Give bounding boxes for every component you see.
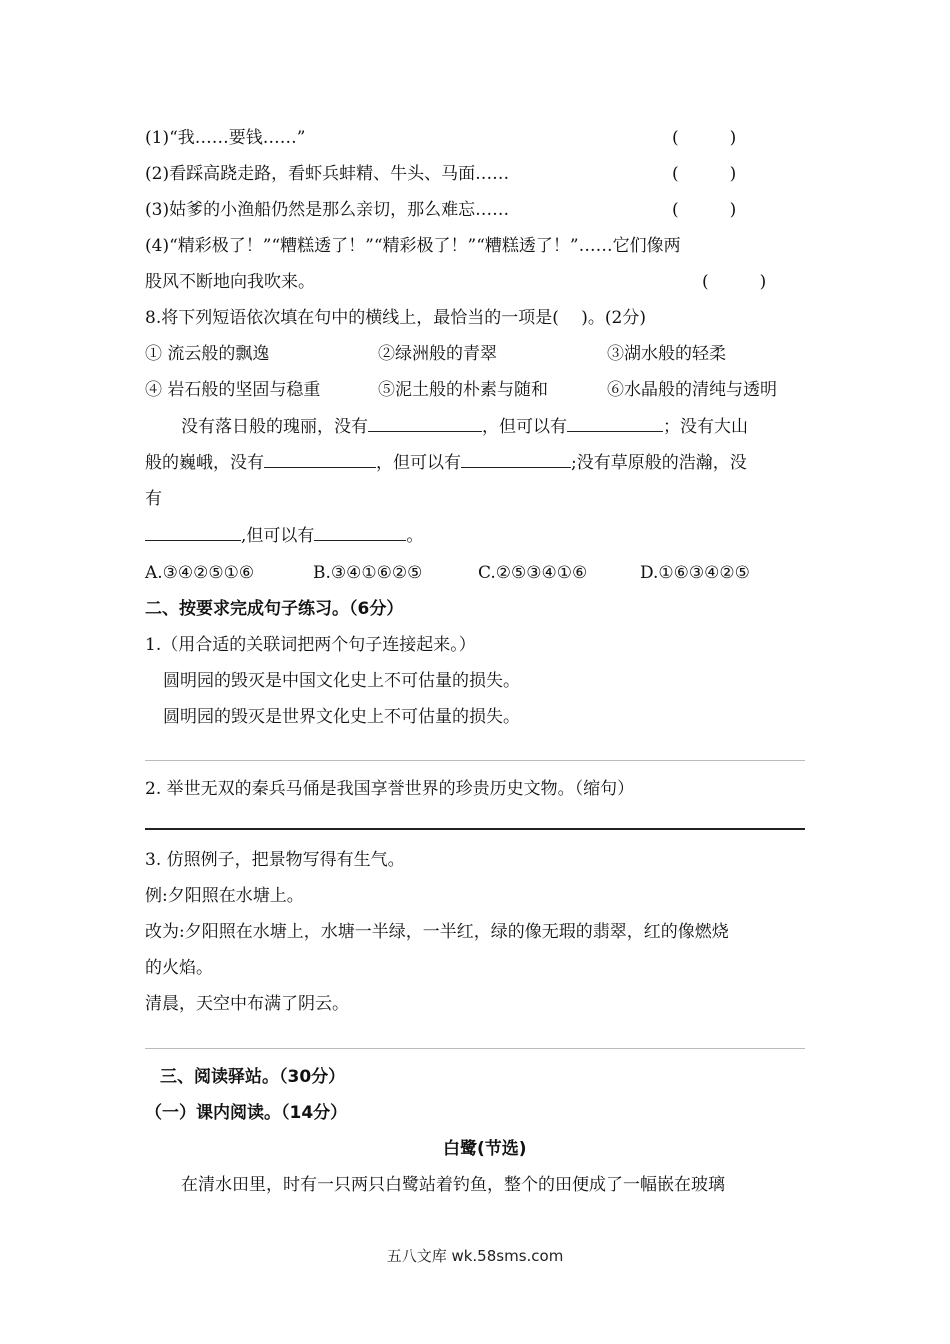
- q7-answer-paren-4[interactable]: ( ): [702, 272, 767, 292]
- q8-sentence-line-1: [181, 415, 748, 439]
- q7-answer-paren-3[interactable]: ( ): [672, 200, 737, 220]
- q8-s1-part-c: ；没有大山: [663, 417, 748, 437]
- q8-option-b[interactable]: B.③④①⑥②⑤: [313, 563, 423, 583]
- s2-q3-task: 清晨，天空中布满了阴云。: [145, 994, 349, 1014]
- section3-subtitle: （一）课内阅读。（14分）: [145, 1103, 348, 1123]
- q8-stem: 8.将下列短语依次填在句中的横线上，最恰当的一项是( )。(2分): [145, 308, 646, 328]
- q7-item-3: (3)姑爹的小渔船仍然是那么亲切，那么难忘……: [145, 200, 510, 220]
- section2-title: 二、按要求完成句子练习。（6分）: [145, 599, 404, 619]
- q8-phrase-4: ④ 岩石般的坚固与稳重: [145, 380, 321, 400]
- s2-q2: 2. 举世无双的秦兵马俑是我国享誉世界的珍贵历史文物。（缩句）: [145, 779, 635, 799]
- q8-option-d[interactable]: D.①⑥③④②⑤: [640, 563, 750, 583]
- q8-s2-part-b: ，但可以有: [376, 453, 461, 473]
- q8-phrase-1: ① 流云般的飘逸: [145, 344, 270, 364]
- passage-text: 在清水田里，时有一只两只白鹭站着钓鱼，整个的田便成了一幅嵌在玻璃: [181, 1175, 725, 1195]
- q8-blank-5[interactable]: [145, 524, 241, 541]
- q7-answer-paren-1[interactable]: ( ): [672, 128, 737, 148]
- q7-item-4-cont: 股风不断地向我吹来。: [145, 272, 315, 292]
- passage-title: 白鹭(节选): [443, 1139, 527, 1159]
- s2-q3: 3. 仿照例子，把景物写得有生气。: [145, 850, 405, 870]
- q8-s1-part-a: 没有落日般的瑰丽，没有: [181, 417, 368, 437]
- q8-blank-3[interactable]: [264, 451, 376, 468]
- s2-q1: 1.（用合适的关联词把两个句子连接起来。）: [145, 635, 476, 655]
- s2-q3-changed-1: 改为:夕阳照在水塘上，水塘一半绿，一半红，绿的像无瑕的翡翠，红的像燃烧: [145, 922, 729, 942]
- s2-q3-example: 例:夕阳照在水塘上。: [145, 886, 304, 906]
- q8-s1-part-b: ，但可以有: [482, 417, 567, 437]
- q7-item-4: (4)“精彩极了！”“糟糕透了！”“精彩极了！”“糟糕透了！”……它们像两: [145, 236, 681, 256]
- q8-phrase-3: ③湖水般的轻柔: [607, 344, 726, 364]
- answer-line-1[interactable]: [145, 760, 805, 761]
- s2-q1-sentence-1: 圆明园的毁灭是中国文化史上不可估量的损失。: [163, 671, 520, 691]
- q8-s4-part-b: 。: [406, 526, 424, 546]
- q8-option-c[interactable]: C.②⑤③④①⑥: [478, 563, 588, 583]
- q8-option-a[interactable]: A.③④②⑤①⑥: [145, 563, 255, 583]
- q8-phrase-6: ⑥水晶般的清纯与透明: [607, 380, 777, 400]
- q8-phrase-5: ⑤泥土般的朴素与随和: [378, 380, 548, 400]
- q8-sentence-line-4: [145, 524, 423, 548]
- q7-answer-paren-2[interactable]: ( ): [672, 164, 737, 184]
- s2-q1-sentence-2: 圆明园的毁灭是世界文化史上不可估量的损失。: [163, 707, 520, 727]
- q8-blank-2[interactable]: [567, 415, 663, 432]
- s2-q3-changed-2: 的火焰。: [145, 958, 213, 978]
- q8-s2-part-a: 般的巍峨，没有: [145, 453, 264, 473]
- q8-blank-1[interactable]: [368, 415, 482, 432]
- q8-phrase-2: ②绿洲般的青翠: [378, 344, 497, 364]
- page-footer: 五八文库 wk.58sms.com: [386, 1247, 564, 1265]
- section3-title: 三、阅读驿站。（30分）: [160, 1067, 346, 1087]
- q7-item-1: (1)“我……要钱……”: [145, 128, 306, 148]
- q8-sentence-line-3: 有: [145, 489, 162, 509]
- q8-s2-part-c: ;没有草原般的浩瀚，没: [571, 453, 747, 473]
- answer-line-2[interactable]: [145, 828, 805, 830]
- answer-line-3[interactable]: [145, 1048, 805, 1049]
- q7-item-2: (2)看踩高跷走路，看虾兵蚌精、牛头、马面……: [145, 164, 510, 184]
- q8-s4-part-a: ,但可以有: [241, 526, 315, 546]
- q8-blank-6[interactable]: [314, 524, 406, 541]
- q8-sentence-line-2: [145, 451, 747, 475]
- q8-blank-4[interactable]: [461, 451, 571, 468]
